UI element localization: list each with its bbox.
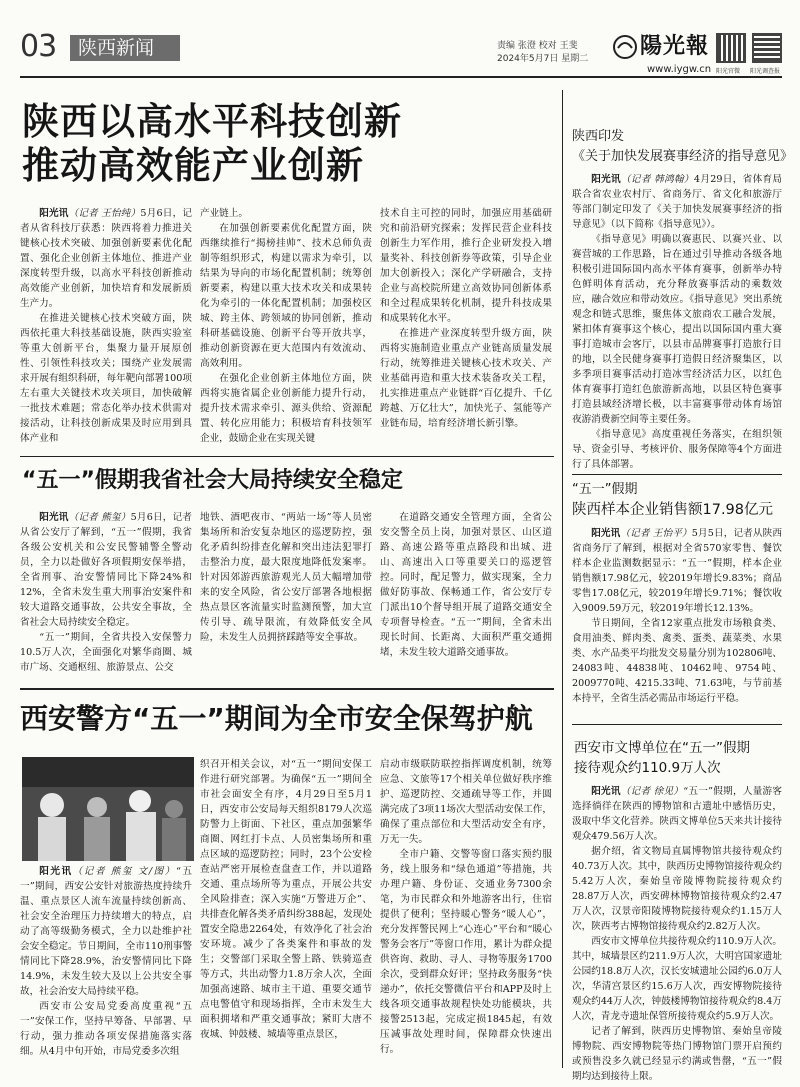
text: 西安市公安局党委高度重视“五一”安保工作，坚持早筹备、早部署、早行动，强力推动各项安保措施落实落细。从4月中旬开始，市局党委多次组 bbox=[20, 1001, 192, 1057]
text: 5月5日，记者从陕西省商务厅了解到，根据对全省570家零售、餐饮样本企业监测数据显示：“五一”假期，样本企业销售额17.98亿元，较2019年增长9.83%；商品零售17.08亿元，较2019年增长9.71%；餐饮收入9009.59万元，较2019年增长12.13%。 bbox=[572, 528, 782, 614]
divider bbox=[20, 456, 554, 457]
divider bbox=[572, 474, 782, 475]
article3-col1 bbox=[20, 864, 192, 1068]
article4-body bbox=[572, 172, 782, 468]
text: 在推进产业深度转型升级方面，陕西将实施制造业重点产业链高质量发展行动，统筹推进关键核心技术攻关、产业基础再造和重大技术装备攻关工程，扎实推进重点产业链群“百亿提升、千亿跨越、万亿壮大”，加快光子、氢能等产业链布局，培育经济增长新引擎。 bbox=[380, 328, 552, 429]
reporter: （记者 徐见） bbox=[620, 786, 684, 797]
text: “五一”期间，全省共投入安保警力10.5万人次，全面强化对繁华商圈、城市广场、交通枢纽、旅游景点、公交 bbox=[20, 632, 192, 673]
text: 4月29日，省体育局联合省农业农村厅、省商务厅、省文化和旅游厅等部门制定印发了《关于加快发展赛事经济的指导意见》（以下简称《指导意见》）。 bbox=[572, 174, 783, 230]
text: 全市户籍、交警等窗口落实预约服务，线上服务和“绿色通道”等措施，共办理户籍、身份证、交通业务7300余笔，为市民群众和外地游客出行，住宿提供了便利；坚持暖心警务“暖人心”，充分发挥警民网上“心连心”平台和“暖心警务会客厅”等窗口作用，累计为群众提供咨询、救助、寻人、寻物等服务1700余次，受到群众好评；坚持政务服务“快递办”，依托交警微信平台和APP及时上线各项交通事故规程快处功能模块，共接警2513起，完成定损1845起，有效压减事故处理时间，保障群众快速出行。 bbox=[380, 849, 552, 1055]
text: 据介绍，省文物局直属博物馆共接待观众约40.73万人次。其中，陕西历史博物馆接待观众约5.42万人次，秦始皇帝陵博物院接待观众约28.87万人次，西安碑林博物馆接待观众约2.47万人次，汉景帝阳陵博物院接待观众约1.15万人次，陕西考古博物馆接待观众约2.82万人次。 bbox=[572, 846, 782, 932]
byline: 阳光讯 bbox=[39, 512, 69, 523]
text: 地铁、酒吧夜市、“两站一场”等人员密集场所和治安复杂地区的巡逻防控，强化矛盾纠纷排查化解和突出违法犯罪打击整治力度，最大限度地降低发案率。针对因郊游西旅游观光人员大幅增加带来的安全风险，省公安厅部署各地根据热点景区客流量实时监测预警，加大宣传引导、疏导限流，有效降低安全风险，未发生人员拥挤踩踏等安全事故。 bbox=[200, 512, 372, 643]
text: 在强化企业创新主体地位方面，陕西将实施省属企业创新能力提升行动，提升技术需求牵引、源头供给、资源配置、转化应用能力；积极培育科技领军企业，鼓励企业在实现关键 bbox=[200, 373, 372, 444]
text: “五一”假期，人量游客选择徜徉在陕西的博物馆和古遗址中感悟历史，汲取中华文化营养。陕西文博单位5天来共计接待观众479.56万人次。 bbox=[572, 786, 782, 842]
text: 在推进关键核心技术突破方面，陕西依托重大科技基础设施，陕西实验室等重大创新平台，集聚力量开展原创性、引领性科技攻关；围绕产业发展需求开展有组织科研，每年靶向部署100项左右重大关键技术攻关项目，加快破解一批技术难题；常态化举办技术供需对接活动，让科技创新成果及时应用到具体产业和 bbox=[20, 313, 192, 444]
date-line: 2024年5月7日 星期二 bbox=[497, 54, 589, 64]
editor-line: 责编 张澄 校对 王斐 bbox=[497, 41, 578, 51]
text: 在加强创新要素优化配置方面，陕西继续推行“揭榜挂帅”、技术总师负责制等组织形式，构建以需求为牵引，以结果为导向的市场化配置机制；统筹创新要素，构建以重大技术攻关和成果转化为牵引的一体化配置机制；加强校区城、跨主体、跨领域的协同创新，推动科研基础设施、创新平台等开放共享，推动创新资源在更大范围内有效流动、高效利用。 bbox=[200, 223, 372, 369]
text: 织召开相关会议，对“五一”期间安保工作进行研究部署。为确保“五一”期间全市社会面安全有序，4月29日至5月1日，西安市公安局每天组织8179人次巡防警力上街面、下社区，重点加强繁华商圈、网红打卡点、人员密集场所和重点区域的巡逻防控；同时，23个公安检查站严密开展检查盘查工作，并以道路交通、重点场所等为重点，开展公共安全风险排查；深入实施“万警进万企”、共排查化解各类矛盾纠纷388起，发现处置安全隐患2264处，有效净化了社会治安环境。减少了各类案件和事故的发生；交警部门采取全警上路、铁骑巡查等方式，共出动警力1.8万余人次，全面加强高速路、城市主干道、重要交通节点电警值守和现场指挥，全市未发生大面积拥堵和严重交通事故；紧盯大唐不夜城、钟鼓楼、城墙等重点景区， bbox=[200, 759, 372, 1040]
article2-col1 bbox=[20, 510, 192, 680]
article3-headline: 西安警方“五一”期间为全市安全保驾护航 bbox=[20, 702, 533, 735]
qr-code-survey bbox=[752, 33, 782, 63]
text: 5月6日，记者从省科技厅获悉：陕西将着力推进关键核心技术突破、加强创新要素优化配置、强化企业创新主体地位、推进产业深度转型升级，以高水平科技创新推动高效能产业创新，加快培育和发展新质生产力。 bbox=[20, 208, 192, 309]
article1-headline-1: 陕西以高水平科技创新 bbox=[22, 100, 402, 143]
article1-col3 bbox=[380, 206, 552, 450]
article4-kicker: 陕西印发 bbox=[572, 129, 625, 144]
divider bbox=[572, 724, 782, 725]
police-photo bbox=[22, 757, 194, 861]
text: 在道路交通安全管理方面，全省公安交警全员上岗，加强对景区、山区道路、高速公路等重点路段和出城、进山、高速出入口等重要关口的巡逻管控。同时，配足警力，做实现案，全力做好防事故、保畅通工作，省公安厅专门派出10个督导组开展了道路交通安全专项督导检查。“五一”期间，全省未出现长时间、长距离、大面积严重交通拥堵，未发生较大道路交通事故。 bbox=[380, 512, 552, 658]
article1-col2 bbox=[200, 206, 372, 450]
byline: 阳光讯 bbox=[39, 866, 73, 877]
qr-caption-2: 阳光调查报 bbox=[750, 68, 781, 75]
article6-headline-1: 西安市文博单位在“五一”假期 bbox=[574, 740, 750, 756]
logo-text: 陽光報 bbox=[640, 33, 710, 59]
reporter: （记者 王怡纯） bbox=[68, 208, 141, 219]
text: “五一”期间，西安公安针对旅游热度持续升温、重点景区人流车流量持续创新高、社会安全治理压力持续增大的特点，启动了高等级勤务模式，全力以赴维护社会安全稳定。节日期间，全市110刑事警情同比下降28.9%，治安警情同比下降14.9%，未发生较大及以上公共安全事故，社会治安大局持续平稳。 bbox=[20, 866, 192, 997]
photo-illustration bbox=[22, 757, 194, 861]
article2-headline: “五一”假期我省社会大局持续安全稳定 bbox=[22, 468, 403, 493]
byline: 阳光讯 bbox=[591, 174, 621, 185]
article2-col2 bbox=[200, 510, 372, 680]
text: 节日期间，全省12家重点批发市场粮食类、食用油类、鲜肉类、禽类、蛋类、蔬菜类、水果类、水产品类平均批发交易量分别为102806吨、24083吨、44838吨、10462吨、9754吨、2009770吨、4215.33吨、71.63吨，与节前基本持平，全省生活必需品市场运行平稳。 bbox=[572, 618, 782, 704]
qr-caption-1: 阳光官微 bbox=[716, 68, 741, 75]
website[interactable]: www.iygw.cn bbox=[647, 64, 712, 75]
text: 技术自主可控的同时，加强应用基础研究和前沿研究探索；发挥民营企业科技创新生力军作用，推行企业研发投入增量奖补、科技创新券等政策，引导企业加大创新投入；深化产学研融合，支持企业与高校院所建立高效协同创新体系和全过程成果转化机制，提升科技成果和成果转化水平。 bbox=[380, 208, 552, 324]
text: 启动市级联防联控指挥调度机制，统筹应急、文旅等17个相关单位做好秩序维护、巡逻防控、交通疏导等工作，并圆满完成了3项11场次大型活动安保工作，确保了重点部位和大型活动安全有序，万无一失。 bbox=[380, 759, 552, 845]
divider bbox=[20, 688, 554, 690]
newspaper-logo bbox=[612, 32, 712, 62]
byline: 阳光讯 bbox=[591, 786, 621, 797]
text: 记者了解到，陕西历史博物馆、秦始皇帝陵博物院、西安博物院等热门博物馆门票开启预约或预售没多久就已经显示约满或售罄，“五一”假期均达到接待上限。 bbox=[572, 1026, 782, 1082]
text: 《指导意见》高度重视任务落实，在组织领导、资金引导、考核评价、服务保障等4个方面进行了具体部署。 bbox=[572, 429, 782, 470]
article6-body bbox=[572, 784, 782, 1082]
article2-col3 bbox=[380, 510, 552, 680]
article4-headline: 《关于加快发展赛事经济的指导意见》 bbox=[572, 149, 794, 164]
article5-kicker: “五一”假期 bbox=[572, 482, 638, 497]
masthead-rule bbox=[20, 76, 782, 78]
article1-headline-2: 推动高效能产业创新 bbox=[22, 144, 364, 187]
reporter: （记者 熊玺） bbox=[68, 512, 131, 523]
text: 《指导意见》明确以赛惠民、以赛兴业、以赛营城的工作思路，旨在通过引导推动各级各地积极引进国际国内高水平体育赛事，创新举办特色鲜明体育活动，充分释放赛事活动的乘数效应，融合效应和带动效应。《指导意见》突出系统观念和链式思维，聚焦体文旅商农工融合发展，紧扣体育赛事这个核心，提出以国际国内重大赛事打造城市会客厅，以县市品牌赛事打造旅行目的地，以全民健身赛事打造假日经济聚集区，以多季项目赛事活动打造冰雪经济活力区，以红色体育赛事打造红色旅游新高地，以县区特色赛事打造县域经济增长极，以丰富赛事带动体育场馆夜游消费新空间等主要任务。 bbox=[572, 234, 782, 425]
text: 产业链上。 bbox=[200, 208, 248, 219]
byline: 阳光讯 bbox=[591, 528, 621, 539]
reporter: （记者 韩鸿翰） bbox=[620, 174, 694, 185]
reporter: （记者 王怡平） bbox=[620, 528, 692, 539]
column-divider bbox=[562, 90, 563, 1068]
reporter: （记者 熊玺 文/图） bbox=[72, 866, 176, 877]
article5-body bbox=[572, 526, 782, 718]
text: 西安市文博单位共接待观众约110.9万人次。其中，城墙景区约211.9万人次，大明宫国家遗址公园约18.8万人次，汉长安城遗址公园约6.0万人次，华清宫景区约15.6万人次，西安博物院接待观众约44万人次，钟鼓楼博物馆接待观众约8.4万人次，青龙寺遗址保管所接待观众约5.9万人次。 bbox=[572, 936, 782, 1022]
article3-col2 bbox=[200, 757, 372, 1068]
qr-code-weibo bbox=[716, 33, 746, 63]
article1-col1 bbox=[20, 206, 192, 450]
byline: 阳光讯 bbox=[39, 208, 69, 219]
page-number: 03 bbox=[20, 29, 57, 64]
article6-headline-2: 接待观众约110.9万人次 bbox=[574, 760, 721, 776]
article5-headline: 陕西样本企业销售额17.98亿元 bbox=[572, 502, 774, 518]
section-title: 陕西新闻 bbox=[70, 35, 180, 61]
sun-logo-icon bbox=[612, 34, 638, 60]
article3-col3 bbox=[380, 757, 552, 1068]
text: 5月6日，记者从省公安厅了解到，“五一”假期，我省各级公安机关和公安民警辅警全警动员，全力以赴做好各项假期安保举措，全省刑事、治安警情同比下降24%和12%，全省未发生重大刑事治安案件和较大道路交通事故，公共安全事故，全省社会大局持续安全稳定。 bbox=[20, 512, 192, 628]
